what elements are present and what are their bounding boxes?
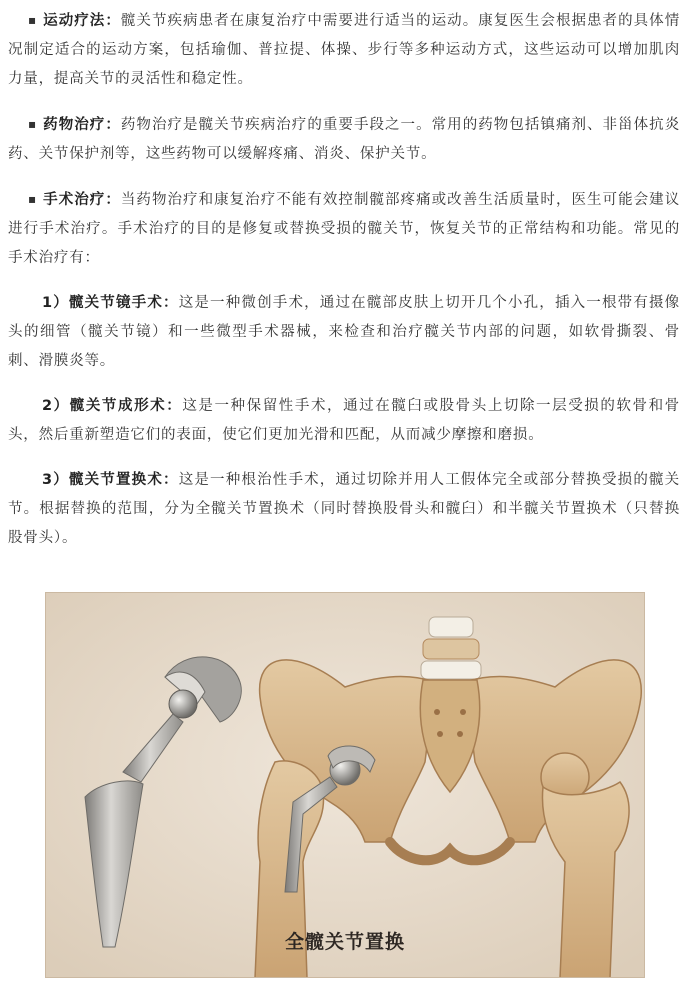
term-exercise-therapy: 运动疗法：	[43, 13, 121, 29]
article-body	[8, 6, 680, 569]
paragraph-text: 这是一种根治性手术，通过切除并用人工假体完全或部分替换受损的髋关节。根据替换的范围，分为全髋关节置换术（同时替换股骨头和髋臼）和半髋关节置换术（只替换股骨头）。	[8, 472, 680, 546]
list-number: 2）	[42, 398, 70, 414]
bullet-marker: ▪	[28, 192, 38, 206]
paragraph-arthroplasty	[8, 392, 680, 450]
hip-replacement-drawing	[45, 592, 645, 978]
paragraph-replacement	[8, 466, 680, 553]
paragraph-text: 药物治疗是髋关节疾病治疗的重要手段之一。常用的药物包括镇痛剂、非甾体抗炎药、关节保护剂等，这些药物可以缓解疼痛、消炎、保护关节。	[8, 117, 681, 162]
paragraph-text: 这是一种微创手术，通过在髋部皮肤上切开几个小孔，插入一根带有摄像头的细管（髋关节镜）和一些微型手术器械，来检查和治疗髋关节内部的问题，如软骨撕裂、骨刺、滑膜炎等。	[8, 295, 680, 369]
term-replacement: 髋关节置换术：	[68, 472, 179, 488]
paragraph-drug-therapy	[8, 110, 680, 169]
figure-caption: 全髋关节置换	[284, 931, 405, 953]
list-number: 3）	[42, 472, 69, 488]
hip-replacement-illustration	[45, 592, 645, 978]
term-arthroplasty: 髋关节成形术：	[69, 398, 183, 414]
paragraph-surgery	[8, 185, 680, 273]
bullet-marker: ▪	[28, 13, 38, 27]
paragraph-text: 髋关节疾病患者在康复治疗中需要进行适当的运动。康复医生会根据患者的具体情况制定适合的运动方案，包括瑜伽、普拉提、体操、步行等多种运动方式，这些运动可以增加肌肉力量，提高关节的灵活性和稳定性。	[8, 13, 681, 87]
term-arthroscopy: 髋关节镜手术：	[68, 295, 179, 311]
paragraph-text: 当药物治疗和康复治疗不能有效控制髋部疼痛或改善生活质量时，医生可能会建议进行手术治疗。手术治疗的目的是修复或替换受损的髋关节，恢复关节的正常结构和功能。常见的手术治疗有：	[8, 192, 681, 266]
term-surgery: 手术治疗：	[43, 192, 121, 208]
list-number: 1）	[42, 295, 69, 311]
term-drug-therapy: 药物治疗：	[43, 117, 121, 133]
paragraph-text: 这是一种保留性手术，通过在髋臼或股骨头上切除一层受损的软骨和骨头，然后重新塑造它们的表面，使它们更加光滑和匹配，从而减少摩擦和磨损。	[8, 398, 680, 443]
spine-vertebrae	[421, 617, 481, 679]
paragraph-arthroscopy	[8, 289, 680, 376]
bullet-marker: ▪	[28, 117, 38, 131]
paragraph-exercise-therapy	[8, 6, 680, 94]
